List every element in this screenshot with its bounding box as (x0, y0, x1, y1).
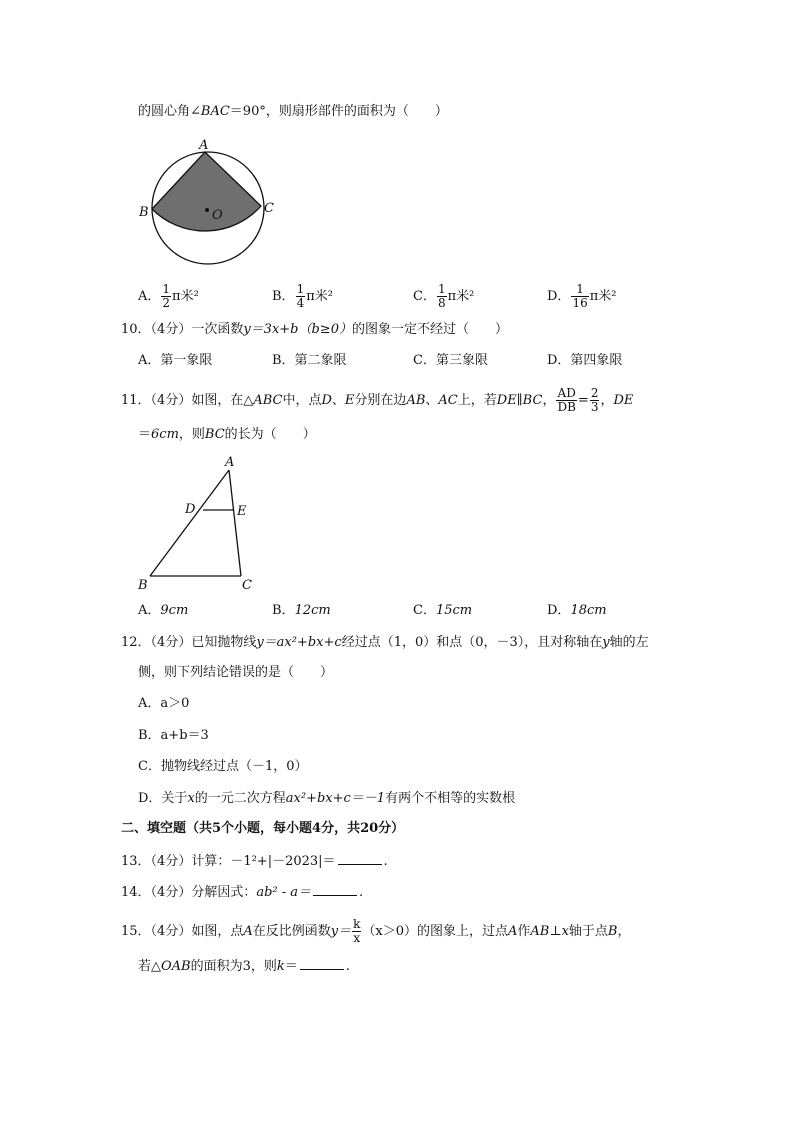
section-2-heading: 二、填空题（共5个小题，每小题4分，共20分） (121, 821, 405, 836)
q11-side-ac (229, 470, 241, 576)
q11-de2: DE (613, 393, 634, 408)
q9-label-a: A (199, 138, 209, 153)
q9-label-b: B (139, 205, 149, 220)
q9-option-a-frac (161, 283, 171, 310)
q10-suffix: 的图象一定不经过（ (351, 322, 469, 337)
q9-option-c-letter: C． (413, 289, 436, 304)
q9-intro-c: ） (434, 104, 448, 119)
q9-option-c-den: 8 (437, 296, 446, 310)
q11-abc: ABC (253, 393, 283, 408)
q10-option-b[interactable]: B．第二象限 (272, 353, 347, 368)
q11-label-a: A (225, 455, 235, 470)
q10-option-c[interactable]: C．第三象限 (413, 353, 488, 368)
q11-close: ） (302, 427, 316, 442)
q15-oab: OAB (161, 959, 191, 974)
q14-answer-blank[interactable] (313, 883, 357, 896)
q11-l1d: 上，若 (457, 393, 497, 408)
q11-frac2-den: 3 (590, 400, 599, 414)
q15-answer-blank[interactable] (300, 957, 344, 970)
q14-stem (121, 883, 363, 902)
q12-option-a[interactable]: A．a＞0 (138, 696, 190, 711)
q10-option-d[interactable]: D．第四象限 (547, 353, 623, 368)
q11-l1a: 11．（4分）如图，在△ (121, 393, 254, 408)
q12-stem-line2 (138, 664, 333, 682)
q15-l2c: ＝ (284, 959, 298, 974)
q9-option-d-unit: π米² (589, 289, 617, 304)
q12-optd-a: D．关于 (138, 791, 188, 806)
q15-l1b: 在反比例函数 (252, 924, 331, 939)
q11-label-d: D (185, 502, 196, 517)
q9-label-o: O (212, 208, 223, 223)
q15-func: y＝ (330, 924, 352, 939)
q11-ab: AB (406, 393, 426, 408)
q11-comma2: ， (600, 393, 614, 408)
q15-a2: A (508, 924, 518, 939)
q12-close: ） (320, 665, 334, 680)
q9-intro-bac: BAC (200, 104, 230, 119)
q15-l1c: 的图象上，过点 (416, 924, 508, 939)
q15-l1e: 轴于点 (568, 924, 608, 939)
q12-parabola: y＝ax²+bx+c (256, 635, 342, 650)
q11-option-a-letter: A． (138, 603, 161, 618)
q15-stem-line1 (121, 918, 631, 945)
q12-option-d[interactable] (138, 790, 515, 808)
q15-l1f: ， (617, 924, 631, 939)
q15-end: . (345, 959, 350, 974)
q9-sector-figure (135, 136, 285, 266)
q9-option-b-frac (296, 283, 306, 310)
q9-option-a-unit: π米² (172, 289, 199, 304)
q9-intro-b: ＝90°，则扇形部件的面积为（ (229, 104, 409, 119)
q9-label-c: C (264, 201, 274, 216)
q11-l1b: 中，点 (282, 393, 322, 408)
q9-option-a-num: 1 (162, 282, 171, 296)
q13-answer-blank[interactable] (338, 852, 382, 865)
q9-option-a-letter: A． (138, 289, 161, 304)
q11-option-b-val: 12cm (294, 603, 331, 618)
q11-option-c[interactable] (413, 602, 472, 620)
q11-option-b[interactable] (272, 602, 331, 620)
q9-option-b-unit: π米² (306, 289, 333, 304)
q11-sep: 、 (331, 393, 345, 408)
q11-stem-line2 (138, 426, 316, 444)
q11-de-bc: DE∥BC (496, 393, 543, 408)
q12-optd-c: 有两个不相等的实数根 (385, 791, 516, 806)
q15-cond: （x＞0） (362, 924, 417, 939)
q11-bc: BC (204, 427, 225, 442)
q15-l1d: 作 (517, 924, 531, 939)
q9-option-c-unit: π米² (447, 289, 475, 304)
q11-l2c: 的长为（ (224, 427, 277, 442)
q13-prefix: 13．（4分）计算：－1²+|－2023|＝ (121, 854, 336, 869)
q11-option-d-letter: D． (547, 603, 571, 618)
q9-shaded-sector (152, 152, 261, 231)
q11-d: D (321, 393, 332, 408)
q15-l2a: 若△ (138, 959, 161, 974)
q9-option-b-letter: B． (272, 289, 295, 304)
q11-eq: = (577, 393, 589, 408)
q12-option-c[interactable]: C．抛物线经过点（－1，0） (138, 759, 308, 774)
q15-a: A (243, 924, 253, 939)
q15-b: B (607, 924, 618, 939)
q13-end: . (383, 854, 388, 869)
q11-label-e: E (237, 504, 247, 519)
q11-frac1-den: DB (557, 400, 576, 414)
q10-stem (121, 321, 508, 339)
q15-perp: AB⊥x (530, 924, 569, 939)
q11-e: E (344, 393, 355, 408)
q11-option-c-letter: C． (413, 603, 436, 618)
q15-stem-line2 (138, 957, 350, 976)
q15-frac-k-x (352, 918, 361, 945)
q11-option-d-val: 18cm (570, 603, 607, 618)
q12-l1a: 12．（4分）已知抛物线 (121, 635, 257, 650)
q12-optd-eq: ax²+bx+c＝－1 (285, 791, 386, 806)
q11-l2b: ，则 (178, 427, 205, 442)
q11-l2a: ＝ (138, 427, 152, 442)
q15-k2: k (276, 959, 285, 974)
q9-option-b[interactable] (272, 283, 333, 310)
q15-x: x (353, 931, 361, 945)
q11-side-ab (150, 470, 229, 576)
q11-stem-line1 (121, 387, 633, 414)
q11-sep2: 、 (425, 393, 439, 408)
q11-frac2-num: 2 (590, 386, 599, 400)
q11-comma: ， (542, 393, 556, 408)
q12-optd-x: x (187, 791, 195, 806)
q10-close: ） (495, 322, 509, 337)
q11-l2-val: 6cm (151, 427, 179, 442)
q9-option-d[interactable] (547, 283, 616, 310)
q9-option-c-frac (437, 283, 447, 310)
q11-frac1-num: AD (557, 386, 576, 400)
q11-label-b: B (138, 578, 148, 592)
q15-l1a: 15．（4分）如图，点 (121, 924, 244, 939)
q15-k: k (353, 917, 361, 931)
q11-option-c-val: 15cm (435, 603, 473, 618)
q9-option-d-num: 1 (571, 283, 588, 297)
q11-frac-2-3 (590, 387, 600, 414)
q11-triangle-figure (135, 452, 265, 592)
q11-ac: AC (438, 393, 458, 408)
q14-end: . (359, 885, 364, 900)
q9-option-c[interactable] (413, 283, 474, 310)
q9-intro (138, 103, 448, 121)
q11-option-b-letter: B． (272, 603, 295, 618)
q9-option-b-den: 4 (296, 296, 305, 310)
q11-label-c: C (242, 578, 252, 592)
q12-option-b[interactable]: B．a+b＝3 (138, 728, 209, 743)
q12-y: y (602, 635, 610, 650)
q10-expr: y＝3x+b（b≥0） (243, 322, 352, 337)
q10-option-a[interactable]: A．第一象限 (138, 353, 213, 368)
q9-center-dot (205, 208, 209, 212)
q9-option-d-letter: D． (547, 289, 571, 304)
q12-stem-line1 (121, 634, 649, 652)
q13-stem (121, 852, 388, 871)
q12-l1c: 轴的左 (609, 635, 649, 650)
q9-intro-a: 的圆心角∠ (138, 104, 201, 119)
q9-option-d-frac (571, 283, 588, 310)
q11-frac-ad-db (556, 387, 576, 414)
q12-l1b: 经过点（1，0）和点（0，－3），且对称轴在 (341, 635, 603, 650)
q11-option-a-val: 9cm (160, 603, 189, 618)
q9-option-b-num: 1 (296, 282, 305, 296)
q9-option-c-num: 1 (437, 282, 446, 296)
q14-expr: ab² - a＝ (256, 885, 312, 900)
q11-option-a[interactable] (138, 602, 188, 620)
q15-l2b: 的面积为3，则 (190, 959, 277, 974)
q9-option-a[interactable] (138, 283, 199, 310)
q12-optd-b: 的一元二次方程 (194, 791, 286, 806)
q11-option-d[interactable] (547, 602, 607, 620)
q9-option-a-den: 2 (162, 296, 171, 310)
q14-prefix: 14．（4分）分解因式： (121, 885, 257, 900)
q10-prefix: 10．（4分）一次函数 (121, 322, 244, 337)
q9-option-d-den: 16 (572, 296, 588, 310)
q11-l1c: 分别在边 (354, 393, 407, 408)
q12-l2: 侧，则下列结论错误的是（ (138, 665, 295, 680)
